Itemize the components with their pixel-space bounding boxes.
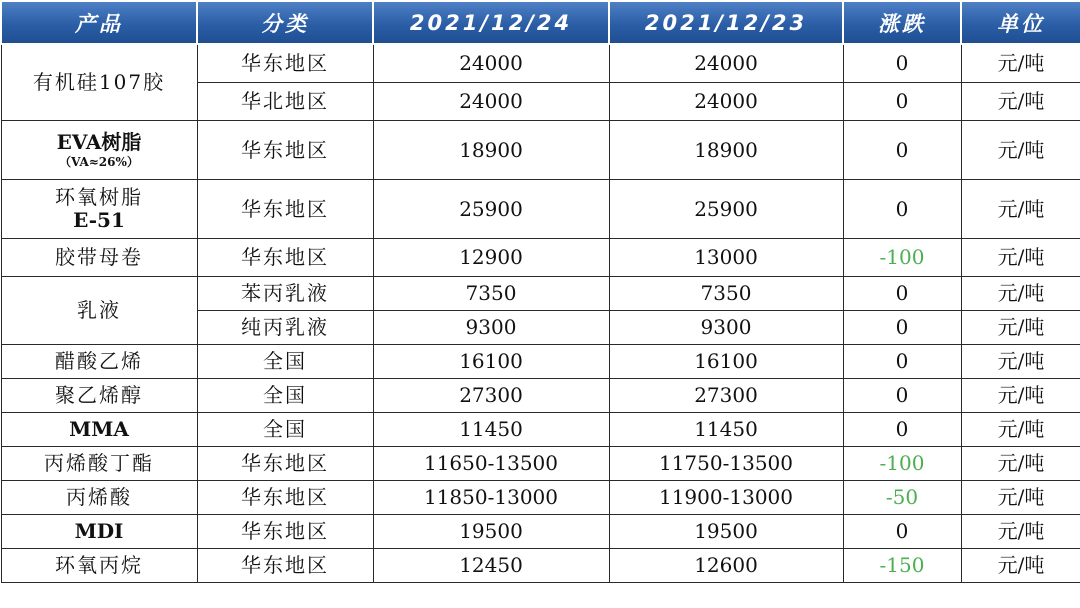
price-cell: 19500: [609, 515, 843, 549]
product-cell: 胶带母卷: [1, 239, 197, 277]
product-cell: [1, 121, 197, 180]
price-cell: 12450: [373, 549, 609, 583]
price-cell: 11900-13000: [609, 481, 843, 515]
category-cell: 华东地区: [197, 447, 373, 481]
change-cell: 0: [843, 515, 961, 549]
unit-cell: 元/吨: [961, 379, 1080, 413]
change-cell: 0: [843, 121, 961, 180]
table-header: [1, 1, 1080, 44]
product-cell: MDI: [1, 515, 197, 549]
change-cell: -100: [843, 447, 961, 481]
unit-cell: 元/吨: [961, 481, 1080, 515]
header-change: 涨跌: [843, 1, 961, 44]
price-cell: 9300: [373, 311, 609, 345]
category-cell: 华东地区: [197, 239, 373, 277]
unit-cell: 元/吨: [961, 44, 1080, 83]
product-cell: 环氧丙烷: [1, 549, 197, 583]
unit-cell: 元/吨: [961, 121, 1080, 180]
table-row: [1, 44, 1080, 83]
product-name: EVA树脂: [56, 129, 142, 154]
price-cell: 11750-13500: [609, 447, 843, 481]
table-row: [1, 379, 1080, 413]
product-cell: 丙烯酸丁酯: [1, 447, 197, 481]
category-cell: 华东地区: [197, 121, 373, 180]
unit-cell: 元/吨: [961, 83, 1080, 121]
price-cell: 24000: [373, 83, 609, 121]
price-cell: 24000: [609, 44, 843, 83]
price-cell: 27300: [373, 379, 609, 413]
price-cell: 7350: [373, 277, 609, 311]
price-cell: 11450: [373, 413, 609, 447]
change-cell: 0: [843, 180, 961, 239]
price-cell: 24000: [373, 44, 609, 83]
category-cell: 华东地区: [197, 549, 373, 583]
price-cell: 27300: [609, 379, 843, 413]
price-cell: 16100: [373, 345, 609, 379]
product-cell: 醋酸乙烯: [1, 345, 197, 379]
price-cell: 24000: [609, 83, 843, 121]
price-cell: 25900: [609, 180, 843, 239]
category-cell: 华东地区: [197, 481, 373, 515]
category-cell: 华北地区: [197, 83, 373, 121]
price-cell: 11850-13000: [373, 481, 609, 515]
change-cell: 0: [843, 311, 961, 345]
unit-cell: 元/吨: [961, 413, 1080, 447]
product-cell: 有机硅107胶: [1, 44, 197, 121]
table-row: [1, 481, 1080, 515]
header-date-2: 2021/12/23: [609, 1, 843, 44]
unit-cell: 元/吨: [961, 180, 1080, 239]
category-cell: 纯丙乳液: [197, 311, 373, 345]
change-cell: 0: [843, 277, 961, 311]
category-cell: 全国: [197, 413, 373, 447]
header-category: 分类: [197, 1, 373, 44]
price-cell: 11650-13500: [373, 447, 609, 481]
price-cell: 12600: [609, 549, 843, 583]
change-cell: 0: [843, 44, 961, 83]
price-cell: 12900: [373, 239, 609, 277]
price-cell: 7350: [609, 277, 843, 311]
unit-cell: 元/吨: [961, 239, 1080, 277]
change-cell: 0: [843, 83, 961, 121]
unit-cell: 元/吨: [961, 515, 1080, 549]
product-cell: [1, 180, 197, 239]
category-cell: 华东地区: [197, 180, 373, 239]
table-row: [1, 180, 1080, 239]
table-row: [1, 413, 1080, 447]
unit-cell: 元/吨: [961, 549, 1080, 583]
product-cell: 聚乙烯醇: [1, 379, 197, 413]
table-row: [1, 549, 1080, 583]
category-cell: 华东地区: [197, 44, 373, 83]
category-cell: 全国: [197, 345, 373, 379]
unit-cell: 元/吨: [961, 311, 1080, 345]
price-cell: 9300: [609, 311, 843, 345]
table-row: [1, 345, 1080, 379]
product-name: 环氧树脂: [55, 185, 143, 209]
category-cell: 苯丙乳液: [197, 277, 373, 311]
price-cell: 11450: [609, 413, 843, 447]
product-cell: 丙烯酸: [1, 481, 197, 515]
change-cell: -150: [843, 549, 961, 583]
product-cell: MMA: [1, 413, 197, 447]
unit-cell: 元/吨: [961, 277, 1080, 311]
category-cell: 全国: [197, 379, 373, 413]
price-cell: 19500: [373, 515, 609, 549]
price-cell: 18900: [609, 121, 843, 180]
header-date-1: 2021/12/24: [373, 1, 609, 44]
table-row: [1, 121, 1080, 180]
table-row: [1, 277, 1080, 311]
product-note: （VA≈26%）: [59, 154, 139, 169]
change-cell: -100: [843, 239, 961, 277]
change-cell: 0: [843, 413, 961, 447]
header-unit: 单位: [961, 1, 1080, 44]
table-row: [1, 239, 1080, 277]
price-cell: 25900: [373, 180, 609, 239]
table-row: [1, 515, 1080, 549]
product-grade: E-51: [73, 208, 125, 232]
product-cell: 乳液: [1, 277, 197, 345]
change-cell: 0: [843, 345, 961, 379]
price-cell: 13000: [609, 239, 843, 277]
unit-cell: 元/吨: [961, 345, 1080, 379]
change-cell: 0: [843, 379, 961, 413]
price-cell: 18900: [373, 121, 609, 180]
change-cell: -50: [843, 481, 961, 515]
category-cell: 华东地区: [197, 515, 373, 549]
unit-cell: 元/吨: [961, 447, 1080, 481]
price-cell: 16100: [609, 345, 843, 379]
header-product: 产品: [1, 1, 197, 44]
table-row: [1, 447, 1080, 481]
